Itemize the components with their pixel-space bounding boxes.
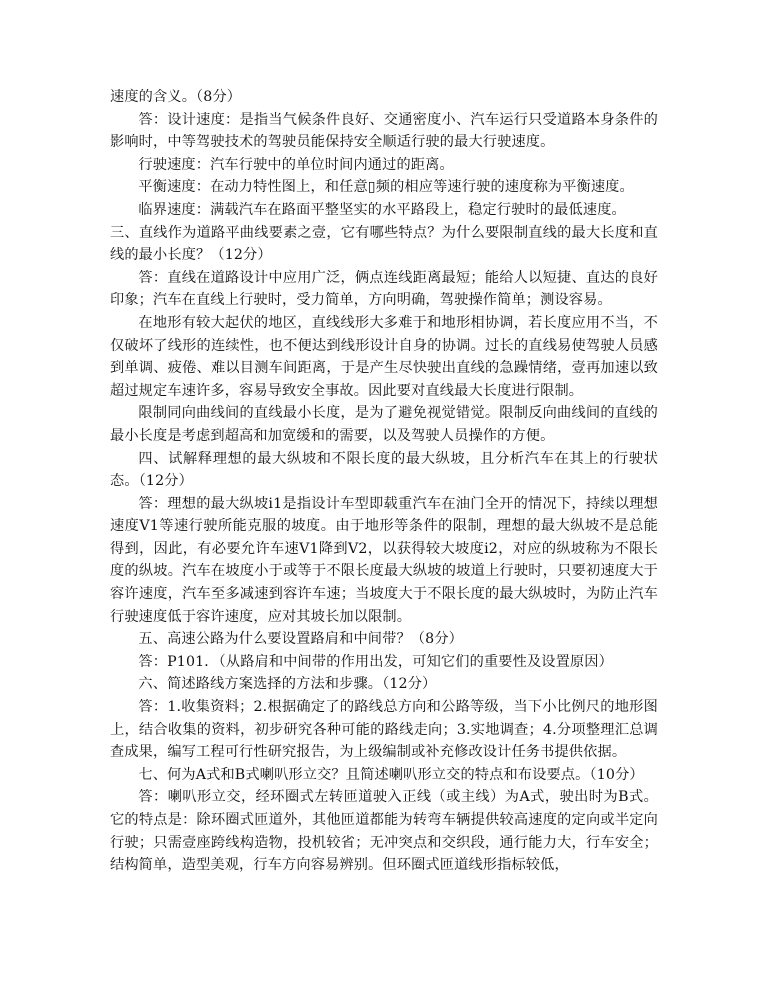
paragraph: 答：设计速度：是指当气候条件良好、交通密度小、汽车运行只受道路本身条件的影响时，中等驾驶技术的驾驶员能保持安全顺适行驶的最大行驶速度。 — [110, 111, 658, 151]
paragraph: 限制同向曲线间的直线最小长度，是为了避免视觉错觉。限制反向曲线间的直线的最小长度是考虑到超高和加宽缓和的需要，以及驾驶人员操作的方便。 — [110, 405, 658, 444]
question-heading: 五、高速公路为什么要设置路肩和中间带？（8分） — [138, 631, 463, 648]
paragraph: 答：喇叭形立交，经环圈式左转匝道驶入正线（或主线）为A式，驶出时为B式。它的特点是：除环圈式匝道外，其他匝道都能为转弯车辆提供较高速度的定向或半定向行驶；只需壹座跨线构造物，投机较省；无冲突点和交织段，通行能力大，行车安全；结构简单，造型美观，行车方向容易辨别。但环圈式匝道线形指标较低， — [110, 789, 658, 874]
question-heading: 六、简述路线方案选择的方法和步骤。（12分） — [138, 676, 437, 693]
paragraph: 行驶速度：汽车行驶中的单位时间内通过的距离。 — [138, 156, 454, 173]
paragraph: 答：P101．（从路肩和中间带的作用出发，可知它们的重要性及设置原因） — [138, 653, 613, 670]
paragraph: 答：1.收集资料；2.根据确定了的路线总方向和公路等级，当下小比例尺的地形图上，结合收集的资料，初步研究各种可能的路线走向；3.实地调查；4.分项整理汇总调查成果，编写工程可行性研究报告，为上级编制或补充修改设计任务书提供依据。 — [110, 699, 658, 761]
document-body — [110, 86, 658, 877]
question-heading: 七、何为A式和B式喇叭形立交？且简述喇叭形立交的特点和布设要点。（10分） — [138, 766, 644, 783]
paragraph: 在地形有较大起伏的地区，直线线形大多难于和地形相协调，若长度应用不当，不仅破坏了线形的连续性，也不便达到线形设计自身的协调。过长的直线易使驾驶人员感到单调、疲倦、难以目测车间距离，于是产生尽快驶出直线的急躁情绪，壹再加速以致超过规定车速许多，容易导致安全事故。因此要对直线最大长度进行限制。 — [110, 314, 658, 399]
paragraph: 临界速度：满载汽车在路面平整坚实的水平路段上，稳定行驶时的最低速度。 — [138, 201, 626, 218]
paragraph: 速度的含义。（8分） — [110, 89, 242, 105]
question-heading: 四、试解释理想的最大纵坡和不限长度的最大纵坡，且分析汽车在其上的行驶状态。（12分） — [110, 450, 658, 490]
question-heading: 三、直线作为道路平曲线要素之壹，它有哪些特点？为什么要限制直线的最大长度和直线的最小长度？（12分） — [110, 224, 658, 264]
paragraph: 平衡速度：在动力特性图上，和任意▯频的相应等速行驶的速度称为平衡速度。 — [138, 179, 634, 196]
paragraph: 答：理想的最大纵坡i1是指设计车型即载重汽车在油门全开的情况下，持续以理想速度V1等速行驶所能克服的坡度。由于地形等条件的限制，理想的最大纵坡不是总能得到，因此，有必要允许车速V1降到V2，以获得较大坡度i2，对应的纵坡称为不限长度的纵坡。汽车在坡度小于或等于不限长度最大纵坡的坡道上行驶时，只要初速度大于容许速度，汽车至多减速到容许车速；当坡度大于不限长度的最大纵坡时，为防止汽车行驶速度低于容许速度，应对其坡长加以限制。 — [110, 495, 658, 625]
paragraph: 答：直线在道路设计中应用广泛，俩点连线距离最短；能给人以短捷、直达的良好印象；汽车在直线上行驶时，受力简单，方向明确，驾驶操作简单；测设容易。 — [110, 269, 658, 309]
